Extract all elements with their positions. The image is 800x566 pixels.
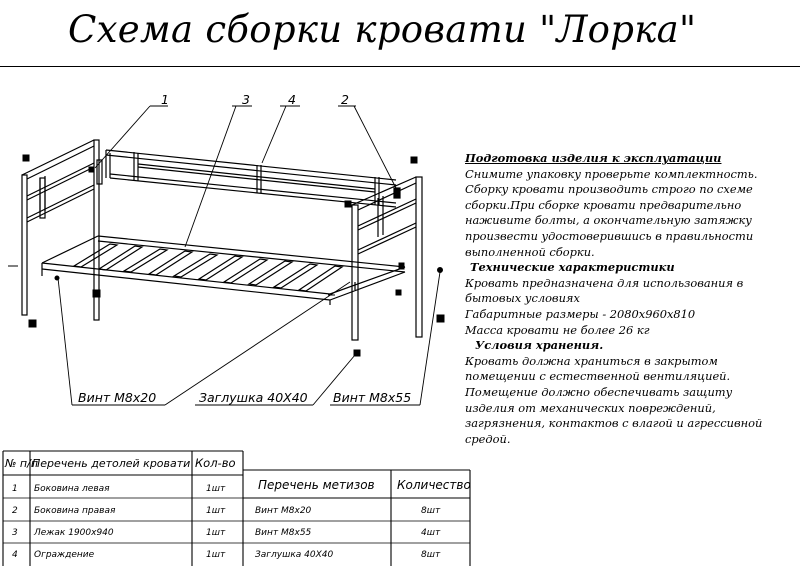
tech-line: бытовых условиях xyxy=(465,291,580,306)
callout-2: 2 xyxy=(341,92,349,107)
parts-row-3-name: Лежак 1900х940 xyxy=(34,528,114,538)
instructions-panel xyxy=(465,151,795,447)
prep-heading: Подготовка изделия к эксплуатации xyxy=(465,151,722,165)
hardware-row-1-name: Винт М8х20 xyxy=(255,506,312,516)
hardware-row-2-qty: 4шт xyxy=(421,528,441,538)
tech-line: Масса кровати не более 26 кг xyxy=(465,322,650,337)
storage-line: загрязнения, контактов с влагой и агрессивной xyxy=(465,416,763,431)
parts-row-1-name: Боковина левая xyxy=(34,484,110,494)
callout-4: 4 xyxy=(288,92,296,107)
storage-line: Помещение должно обеспечивать защиту xyxy=(465,384,733,399)
parts-header-qty: Кол-во xyxy=(195,456,236,470)
parts-header-num: № п/п xyxy=(5,457,39,470)
tech-line: Габаритные размеры - 2080х960х810 xyxy=(465,306,696,321)
parts-row-3-qty: 1шт xyxy=(206,528,226,538)
parts-header-name: Перечень детолей кровати xyxy=(32,457,191,470)
right-side-frame xyxy=(352,177,422,340)
tech-heading: Технические характеристики xyxy=(470,260,675,275)
prep-line: сборки.При сборке кровати предварительно xyxy=(465,197,742,212)
hardware-header-qty: Количество xyxy=(397,478,471,492)
prep-line: наживите болты, а окончательную затяжку xyxy=(465,213,752,228)
parts-row-2-num: 2 xyxy=(12,506,18,516)
parts-row-4-name: Ограждение xyxy=(34,550,95,560)
storage-line: помещении с естественной вентиляцией. xyxy=(465,369,731,384)
parts-row-1-qty: 1шт xyxy=(206,484,226,494)
storage-line: Кровать должна храниться в закрытом xyxy=(465,353,718,368)
hardware-row-3-qty: 8шт xyxy=(421,550,441,560)
hardware-row-1-qty: 8шт xyxy=(421,506,441,516)
prep-line: Сборку кровати производить строго по схеме xyxy=(465,182,753,197)
label-screw-m8x20: Винт М8х20 xyxy=(78,390,157,405)
storage-line: средой. xyxy=(465,431,511,446)
parts-row-4-qty: 1шт xyxy=(206,550,226,560)
label-plug-40x40: Заглушка 40Х40 xyxy=(199,390,308,405)
prep-line: выполненной сборки. xyxy=(465,244,595,259)
back-guard-rail xyxy=(106,150,396,207)
prep-line: Снимите упаковку проверьте комплектность. xyxy=(465,166,758,181)
label-screw-m8x55: Винт М8х55 xyxy=(333,390,412,405)
callout-1: 1 xyxy=(161,92,169,107)
parts-row-1-num: 1 xyxy=(12,484,18,494)
page-title: Схема сборки кровати "Лорка" xyxy=(68,8,697,51)
storage-line: изделия от механических повреждений, xyxy=(465,400,716,415)
hardware-row-2-name: Винт М8х55 xyxy=(255,528,312,538)
parts-row-2-qty: 1шт xyxy=(206,506,226,516)
parts-row-3-num: 3 xyxy=(12,528,18,538)
prep-line: произвести удостоверившись в правильности xyxy=(465,228,754,243)
storage-heading: Условия хранения. xyxy=(475,338,604,353)
tech-line: Кровать предназначена для использования в xyxy=(465,275,744,290)
hardware-row-3-name: Заглушка 40Х40 xyxy=(255,550,334,560)
hardware-header-name: Перечень метизов xyxy=(258,478,375,492)
parts-row-4-num: 4 xyxy=(12,550,18,560)
parts-row-2-name: Боковина правая xyxy=(34,506,116,516)
callout-3: 3 xyxy=(242,92,250,107)
